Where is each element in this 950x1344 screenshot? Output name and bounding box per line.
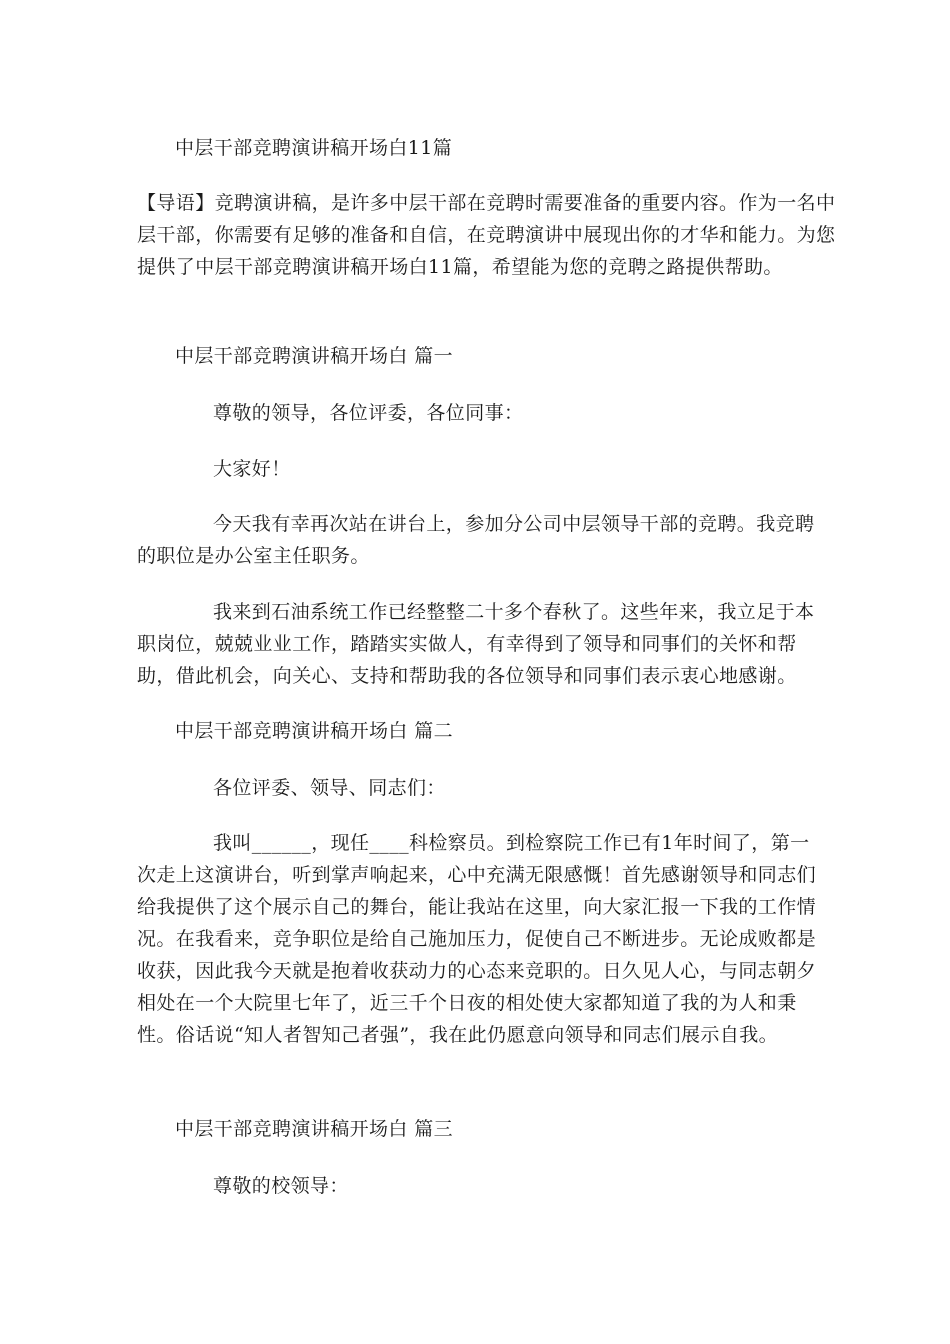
section-heading-1: 中层干部竞聘演讲稿开场白 篇一: [175, 345, 454, 367]
section-2-paragraph-1: 我叫______，现任____科检察员。到检察院工作已有1年时间了，第一次走上这演讲台，听到掌声响起来，心中充满无限感慨！首先感谢领导和同志们给我提供了这个展示自己的舞台，能让我站在这里，向大家汇报一下我的工作情况。在我看来，竞争职位是给自己施加压力，促使自己不断进步。无论成败都是收获，因此我今天就是抱着收获动力的心态来竞职的。日久见人心，与同志朝夕相处在一个大院里七年了，近三千个日夜的相处使大家都知道了我的为人和秉性。俗话说“知人者智知己者强”，我在此仍愿意向领导和同志们展示自我。: [137, 832, 817, 1046]
document-title: 中层干部竞聘演讲稿开场白11篇: [175, 137, 453, 159]
section-1-salutation: 尊敬的领导，各位评委，各位同事：: [213, 402, 524, 424]
section-1-paragraph-1: 今天我有幸再次站在讲台上，参加分公司中层领导干部的竞聘。我竞聘的职位是办公室主任职务。: [137, 513, 815, 567]
section-2-salutation: 各位评委、领导、同志们：: [213, 777, 446, 799]
section-1-paragraph-2: 我来到石油系统工作已经整整二十多个春秋了。这些年来，我立足于本职岗位，兢兢业业工作，踏踏实实做人，有幸得到了领导和同事们的关怀和帮助，借此机会，向关心、支持和帮助我的各位领导和同事们表示衷心地感谢。: [137, 601, 815, 687]
section-heading-3: 中层干部竞聘演讲稿开场白 篇三: [175, 1118, 454, 1140]
section-heading-2: 中层干部竞聘演讲稿开场白 篇二: [175, 720, 454, 742]
section-3-salutation: 尊敬的校领导：: [213, 1175, 349, 1197]
section-1-greeting: 大家好！: [213, 458, 291, 480]
intro-paragraph: 【导语】竞聘演讲稿，是许多中层干部在竞聘时需要准备的重要内容。作为一名中层干部，你需要有足够的准备和自信，在竞聘演讲中展现出你的才华和能力。为您提供了中层干部竞聘演讲稿开场白11篇，希望能为您的竞聘之路提供帮助。: [137, 192, 836, 278]
